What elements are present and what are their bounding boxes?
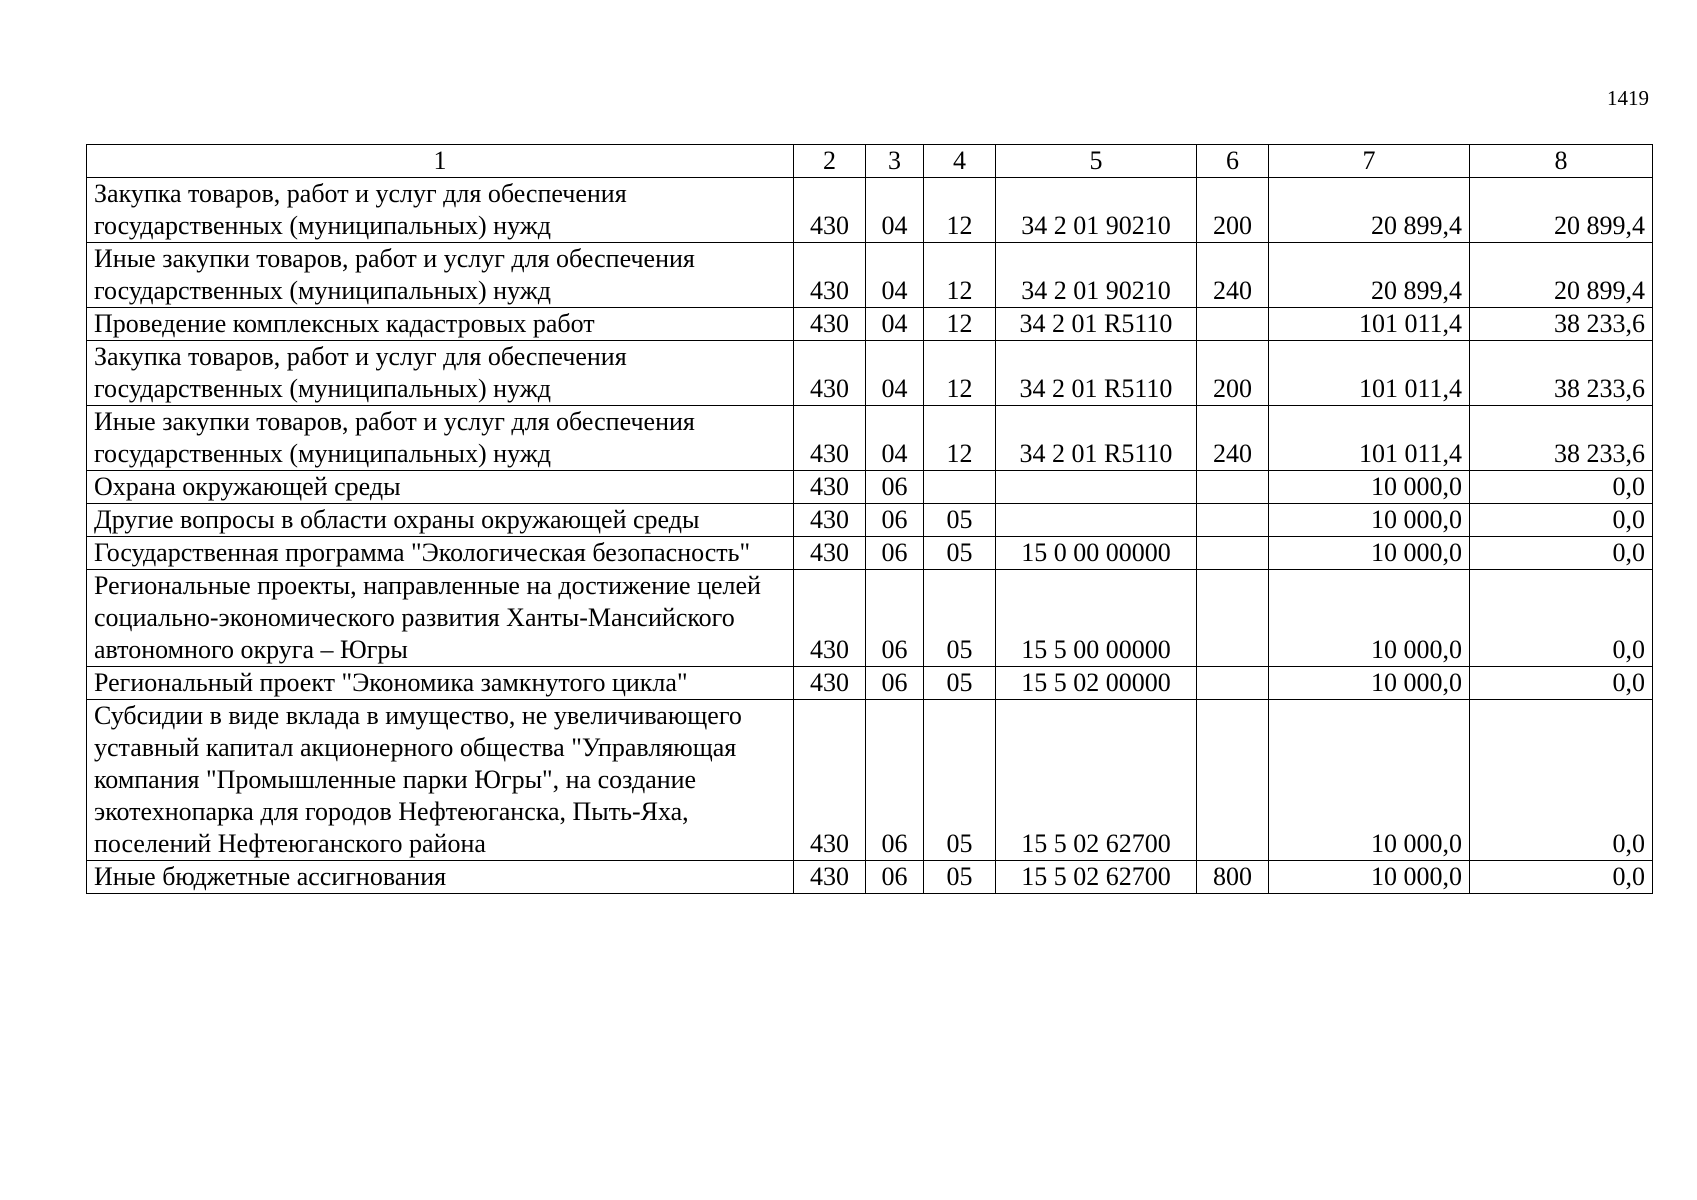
section-code-cell: 06 [866,471,924,504]
amount-cell-8: 0,0 [1470,570,1653,667]
expense-type-cell: 200 [1197,178,1269,243]
subsection-code-cell: 12 [924,308,996,341]
amount-cell-8: 0,0 [1470,861,1653,894]
column-header-8: 8 [1470,145,1653,178]
amount-cell-7: 20 899,4 [1269,243,1470,308]
ministry-code-cell: 430 [794,537,866,570]
ministry-code-cell: 430 [794,341,866,406]
table-row [87,178,1653,243]
table-row [87,504,1653,537]
expense-type-cell: 240 [1197,243,1269,308]
section-code-cell: 04 [866,243,924,308]
amount-cell-7: 10 000,0 [1269,504,1470,537]
table-row [87,667,1653,700]
amount-cell-8: 0,0 [1470,471,1653,504]
row-name-cell: Субсидии в виде вклада в имущество, не увеличивающего уставный капитал акционерного общества "Управляющая компания "Промышленные парки Югры", на создание экотехнопарка для городов Нефтеюганска, Пыть-Яха, поселений Нефтеюганского района [87,700,794,861]
ministry-code-cell: 430 [794,667,866,700]
ministry-code-cell: 430 [794,504,866,537]
section-code-cell: 04 [866,406,924,471]
target-article-cell: 34 2 01 R5110 [996,406,1197,471]
amount-cell-8: 0,0 [1470,504,1653,537]
amount-cell-8: 0,0 [1470,537,1653,570]
budget-table [86,144,1653,894]
subsection-code-cell: 05 [924,537,996,570]
amount-cell-7: 101 011,4 [1269,406,1470,471]
target-article-cell: 15 0 00 00000 [996,537,1197,570]
amount-cell-8: 20 899,4 [1470,243,1653,308]
ministry-code-cell: 430 [794,861,866,894]
target-article-cell [996,504,1197,537]
column-header-5: 5 [996,145,1197,178]
row-name-cell: Другие вопросы в области охраны окружающей среды [87,504,794,537]
subsection-code-cell: 05 [924,700,996,861]
column-header-6: 6 [1197,145,1269,178]
amount-cell-8: 0,0 [1470,700,1653,861]
amount-cell-8: 38 233,6 [1470,341,1653,406]
table-row [87,700,1653,861]
section-code-cell: 06 [866,667,924,700]
subsection-code-cell: 12 [924,406,996,471]
target-article-cell: 15 5 00 00000 [996,570,1197,667]
amount-cell-8: 20 899,4 [1470,178,1653,243]
row-name-cell: Региональные проекты, направленные на достижение целей социально-экономического развития Ханты-Мансийского автономного округа – Югры [87,570,794,667]
column-header-1: 1 [87,145,794,178]
amount-cell-7: 10 000,0 [1269,667,1470,700]
target-article-cell: 15 5 02 00000 [996,667,1197,700]
amount-cell-7: 10 000,0 [1269,700,1470,861]
expense-type-cell [1197,471,1269,504]
amount-cell-7: 10 000,0 [1269,570,1470,667]
section-code-cell: 06 [866,504,924,537]
section-code-cell: 06 [866,537,924,570]
expense-type-cell [1197,308,1269,341]
expense-type-cell: 200 [1197,341,1269,406]
table-row [87,471,1653,504]
header-row [87,145,1653,178]
expense-type-cell [1197,570,1269,667]
amount-cell-7: 101 011,4 [1269,341,1470,406]
row-name-cell: Иные бюджетные ассигнования [87,861,794,894]
ministry-code-cell: 430 [794,178,866,243]
expense-type-cell [1197,667,1269,700]
amount-cell-8: 0,0 [1470,667,1653,700]
ministry-code-cell: 430 [794,243,866,308]
expense-type-cell: 800 [1197,861,1269,894]
amount-cell-7: 20 899,4 [1269,178,1470,243]
ministry-code-cell: 430 [794,308,866,341]
amount-cell-7: 10 000,0 [1269,861,1470,894]
column-header-3: 3 [866,145,924,178]
table-row [87,570,1653,667]
table-row [87,341,1653,406]
subsection-code-cell: 12 [924,178,996,243]
target-article-cell: 15 5 02 62700 [996,861,1197,894]
target-article-cell: 34 2 01 90210 [996,178,1197,243]
column-header-2: 2 [794,145,866,178]
amount-cell-8: 38 233,6 [1470,308,1653,341]
subsection-code-cell: 05 [924,570,996,667]
row-name-cell: Иные закупки товаров, работ и услуг для обеспечения государственных (муниципальных) нужд [87,243,794,308]
table-row [87,861,1653,894]
target-article-cell: 34 2 01 R5110 [996,308,1197,341]
ministry-code-cell: 430 [794,700,866,861]
target-article-cell: 34 2 01 R5110 [996,341,1197,406]
row-name-cell: Проведение комплексных кадастровых работ [87,308,794,341]
amount-cell-8: 38 233,6 [1470,406,1653,471]
target-article-cell: 34 2 01 90210 [996,243,1197,308]
table-row [87,308,1653,341]
subsection-code-cell: 12 [924,243,996,308]
expense-type-cell [1197,504,1269,537]
row-name-cell: Региональный проект "Экономика замкнутого цикла" [87,667,794,700]
section-code-cell: 06 [866,700,924,861]
row-name-cell: Закупка товаров, работ и услуг для обеспечения государственных (муниципальных) нужд [87,178,794,243]
target-article-cell: 15 5 02 62700 [996,700,1197,861]
table-row [87,406,1653,471]
page-number: 1419 [1607,86,1649,110]
row-name-cell: Охрана окружающей среды [87,471,794,504]
table-row [87,243,1653,308]
expense-type-cell: 240 [1197,406,1269,471]
section-code-cell: 04 [866,341,924,406]
row-name-cell: Иные закупки товаров, работ и услуг для обеспечения государственных (муниципальных) нужд [87,406,794,471]
ministry-code-cell: 430 [794,471,866,504]
section-code-cell: 04 [866,308,924,341]
section-code-cell: 06 [866,570,924,667]
column-header-4: 4 [924,145,996,178]
expense-type-cell [1197,537,1269,570]
ministry-code-cell: 430 [794,406,866,471]
subsection-code-cell: 05 [924,667,996,700]
ministry-code-cell: 430 [794,570,866,667]
section-code-cell: 06 [866,861,924,894]
subsection-code-cell: 05 [924,504,996,537]
column-header-7: 7 [1269,145,1470,178]
subsection-code-cell [924,471,996,504]
row-name-cell: Закупка товаров, работ и услуг для обеспечения государственных (муниципальных) нужд [87,341,794,406]
expense-type-cell [1197,700,1269,861]
target-article-cell [996,471,1197,504]
amount-cell-7: 10 000,0 [1269,471,1470,504]
subsection-code-cell: 12 [924,341,996,406]
subsection-code-cell: 05 [924,861,996,894]
row-name-cell: Государственная программа "Экологическая безопасность" [87,537,794,570]
amount-cell-7: 10 000,0 [1269,537,1470,570]
section-code-cell: 04 [866,178,924,243]
amount-cell-7: 101 011,4 [1269,308,1470,341]
table-row [87,537,1653,570]
